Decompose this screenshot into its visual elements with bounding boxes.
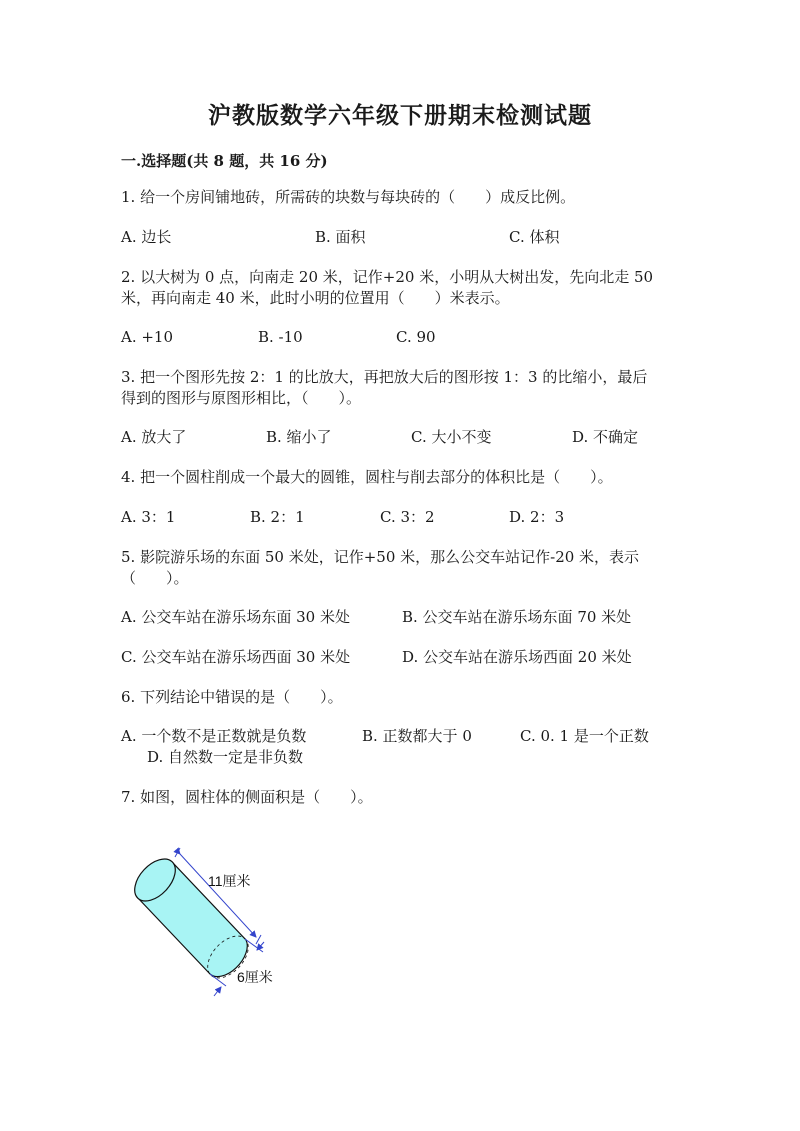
question-3-option-b: B. 缩小了 <box>266 428 332 446</box>
question-6-option-d: D. 自然数一定是非负数 <box>147 748 304 766</box>
diameter-arrow-top <box>257 942 264 950</box>
question-1-option-b: B. 面积 <box>315 228 366 246</box>
question-1-line-1: 1. 给一个房间铺地砖，所需砖的块数与每块砖的（ ）成反比例。 <box>121 188 576 206</box>
question-4-line-1: 4. 把一个圆柱削成一个最大的圆锥，圆柱与削去部分的体积比是（ ）。 <box>121 468 613 486</box>
cylinder-diagram <box>118 840 288 1005</box>
question-3-option-c: C. 大小不变 <box>411 428 492 446</box>
cylinder-figure <box>118 840 288 1005</box>
question-3-option-d: D. 不确定 <box>572 428 639 446</box>
page-title: 沪教版数学六年级下册期末检测试题 <box>208 102 592 129</box>
question-2-line-2: 米，再向南走 40 米，此时小明的位置用（ ）米表示。 <box>121 289 510 307</box>
question-5-option-c: C. 公交车站在游乐场西面 30 米处 <box>121 648 351 666</box>
question-7-line-1: 7. 如图，圆柱体的侧面积是（ ）。 <box>121 788 373 806</box>
question-3-line-1: 3. 把一个图形先按 2：1 的比放大，再把放大后的图形按 1：3 的比缩小，最后 <box>121 368 648 386</box>
question-5-line-1: 5. 影院游乐场的东面 50 米处，记作+50 米，那么公交车站记作-20 米，表示 <box>121 548 640 566</box>
question-4-option-a: A. 3：1 <box>121 508 176 526</box>
diameter-label: 6厘米 <box>237 969 273 985</box>
question-5-line-2: （ ）。 <box>121 569 189 587</box>
question-2-line-1: 2. 以大树为 0 点，向南走 20 米，记作+20 米，小明从大树出发，先向北走 50 <box>121 268 654 286</box>
question-4-option-d: D. 2：3 <box>509 508 565 526</box>
question-1-option-c: C. 体积 <box>509 228 560 246</box>
question-2-option-a: A. +10 <box>121 328 174 346</box>
question-4-option-c: C. 3：2 <box>380 508 435 526</box>
section-heading: 一.选择题(共 8 题，共 16 分) <box>121 152 328 170</box>
question-6-line-1: 6. 下列结论中错误的是（ ）。 <box>121 688 343 706</box>
length-label: 11厘米 <box>208 873 251 889</box>
question-1-option-a: A. 边长 <box>121 228 172 246</box>
question-2-option-c: C. 90 <box>396 328 436 346</box>
question-2-option-b: B. -10 <box>258 328 303 346</box>
question-5-option-d: D. 公交车站在游乐场西面 20 米处 <box>402 648 632 666</box>
question-5-option-b: B. 公交车站在游乐场东面 70 米处 <box>402 608 632 626</box>
question-6-option-c: C. 0. 1 是一个正数 <box>520 727 649 745</box>
question-3-line-2: 得到的图形与原图形相比，（ ）。 <box>121 389 362 407</box>
diameter-arrow-bottom <box>214 987 221 996</box>
question-4-option-b: B. 2：1 <box>250 508 305 526</box>
question-3-option-a: A. 放大了 <box>121 428 187 446</box>
question-6-option-b: B. 正数都大于 0 <box>362 727 472 745</box>
question-5-option-a: A. 公交车站在游乐场东面 30 米处 <box>121 608 350 626</box>
question-6-option-a: A. 一个数不是正数就是负数 <box>121 727 307 745</box>
